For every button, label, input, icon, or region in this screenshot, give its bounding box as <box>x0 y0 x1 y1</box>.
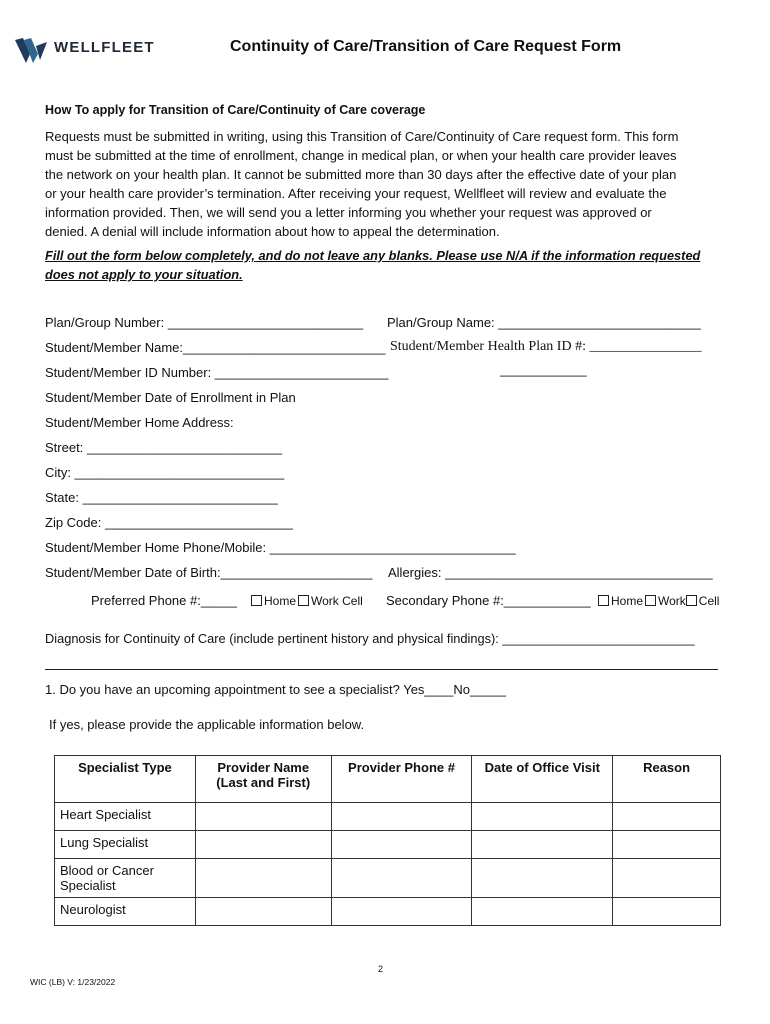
member-id-field[interactable]: Student/Member ID Number: ________________________ <box>45 365 389 380</box>
wellfleet-logo-icon <box>14 36 48 66</box>
provider-name-cell[interactable] <box>195 898 331 926</box>
specialist-type-cell <box>55 831 196 859</box>
enrollment-date-label: Student/Member Date of Enrollment in Plan <box>45 390 296 405</box>
column-header <box>472 756 613 803</box>
member-name-field[interactable]: Student/Member Name:____________________________ <box>45 340 386 355</box>
cell-line: Lung Specialist <box>60 835 149 850</box>
specialist-type-cell <box>55 859 196 898</box>
intro-paragraph <box>45 127 735 241</box>
intro-line: the network on your health plan. It cannot be submitted more than 30 days after the effective date of your plan <box>45 167 677 182</box>
specialist-type-cell <box>55 803 196 831</box>
work-checkbox[interactable] <box>645 595 656 606</box>
zip-field[interactable]: Zip Code: __________________________ <box>45 515 293 530</box>
provider-phone-cell[interactable] <box>331 859 472 898</box>
visit-date-cell[interactable] <box>472 803 613 831</box>
instruction-line: Fill out the form below completely, and do not leave any blanks. Please use N/A if the information requested <box>45 248 701 263</box>
header-line: Specialist Type <box>78 760 172 775</box>
column-header <box>195 756 331 803</box>
health-plan-id-field[interactable]: Student/Member Health Plan ID #: ________________ <box>390 339 702 354</box>
provider-phone-cell[interactable] <box>331 831 472 859</box>
plan-group-number-field[interactable]: Plan/Group Number: ___________________________ <box>45 315 364 330</box>
cell-line: Specialist <box>60 878 116 893</box>
cell-label: Cell <box>342 594 363 608</box>
plan-group-name-field[interactable]: Plan/Group Name: ____________________________ <box>387 315 701 330</box>
reason-cell[interactable] <box>613 831 721 859</box>
state-field[interactable]: State: ___________________________ <box>45 490 278 505</box>
secondary-phone-field[interactable]: Secondary Phone #:____________ <box>386 593 591 608</box>
header-line: Provider Name <box>217 760 310 775</box>
header-line: Date of Office Visit <box>484 760 600 775</box>
specialist-type-cell <box>55 898 196 926</box>
provider-name-cell[interactable] <box>195 831 331 859</box>
followup-instruction: If yes, please provide the applicable information below. <box>49 717 365 732</box>
home-checkbox[interactable] <box>598 595 609 606</box>
logo-text: WELLFLEET <box>54 39 155 56</box>
table-row <box>55 859 721 898</box>
page-number: 2 <box>378 964 384 974</box>
instruction-line: does not apply to your situation. <box>45 267 243 282</box>
cell-line: Blood or Cancer <box>60 863 154 878</box>
visit-date-cell[interactable] <box>472 831 613 859</box>
cell-line: Neurologist <box>60 902 126 917</box>
specialist-question[interactable]: 1. Do you have an upcoming appointment to see a specialist? Yes____No_____ <box>45 682 507 697</box>
table-row <box>55 831 721 859</box>
cell-line: Heart Specialist <box>60 807 152 822</box>
intro-line: must be submitted at the time of enrollment, change in medical plan, or when your health care provider leaves <box>45 148 677 163</box>
header-line: Reason <box>643 760 691 775</box>
work-label: Work <box>658 594 686 608</box>
column-header <box>613 756 721 803</box>
date-of-birth-field[interactable]: Student/Member Date of Birth:_____________________ <box>45 565 373 580</box>
diagnosis-continuation-line[interactable] <box>45 669 718 670</box>
home-phone-field[interactable]: Student/Member Home Phone/Mobile: __________________________________ <box>45 540 516 555</box>
provider-name-cell[interactable] <box>195 803 331 831</box>
specialist-table <box>54 755 721 926</box>
intro-line: Requests must be submitted in writing, using this Transition of Care/Continuity of Care request form. This form <box>45 129 679 144</box>
table-header-row <box>55 756 721 803</box>
cell-label: Cell <box>698 594 720 608</box>
home-address-label: Student/Member Home Address: <box>45 415 234 430</box>
header-line: Provider Phone # <box>348 760 455 775</box>
column-header <box>55 756 196 803</box>
version-footer: WIC (LB) V: 1/23/2022 <box>30 977 116 987</box>
allergies-field[interactable]: Allergies: _____________________________________ <box>388 565 713 580</box>
fill-instruction <box>45 246 700 284</box>
intro-line: denied. A denial will include information about how to appeal the determination. <box>45 224 500 239</box>
cell-checkbox[interactable] <box>686 595 697 606</box>
home-label: Home <box>264 594 297 608</box>
section-heading: How To apply for Transition of Care/Continuity of Care coverage <box>45 103 426 117</box>
city-field[interactable]: City: _____________________________ <box>45 465 285 480</box>
visit-date-cell[interactable] <box>472 898 613 926</box>
provider-name-cell[interactable] <box>195 859 331 898</box>
reason-cell[interactable] <box>613 803 721 831</box>
table-row <box>55 803 721 831</box>
health-plan-id-continuation[interactable]: ____________ <box>500 362 587 377</box>
work-checkbox[interactable] <box>298 595 309 606</box>
intro-line: or your health care provider’s termination. After receiving your request, Wellfleet will review and evaluate the <box>45 186 667 201</box>
column-header <box>331 756 472 803</box>
work-label: Work <box>311 594 339 608</box>
header-line: (Last and First) <box>216 775 311 790</box>
secondary-phone-options <box>598 594 719 608</box>
provider-phone-cell[interactable] <box>331 898 472 926</box>
reason-cell[interactable] <box>613 859 721 898</box>
preferred-phone-options <box>251 594 363 608</box>
diagnosis-field[interactable]: Diagnosis for Continuity of Care (include pertinent history and physical findings): ___________________________ <box>45 631 695 646</box>
street-field[interactable]: Street: ___________________________ <box>45 440 283 455</box>
home-label: Home <box>611 594 644 608</box>
provider-phone-cell[interactable] <box>331 803 472 831</box>
visit-date-cell[interactable] <box>472 859 613 898</box>
table-row <box>55 898 721 926</box>
home-checkbox[interactable] <box>251 595 262 606</box>
form-title: Continuity of Care/Transition of Care Request Form <box>230 38 622 55</box>
intro-line: information provided. Then, we will send you a letter informing you whether your request was approved or <box>45 205 652 220</box>
preferred-phone-field[interactable]: Preferred Phone #:_____ <box>91 593 237 608</box>
reason-cell[interactable] <box>613 898 721 926</box>
